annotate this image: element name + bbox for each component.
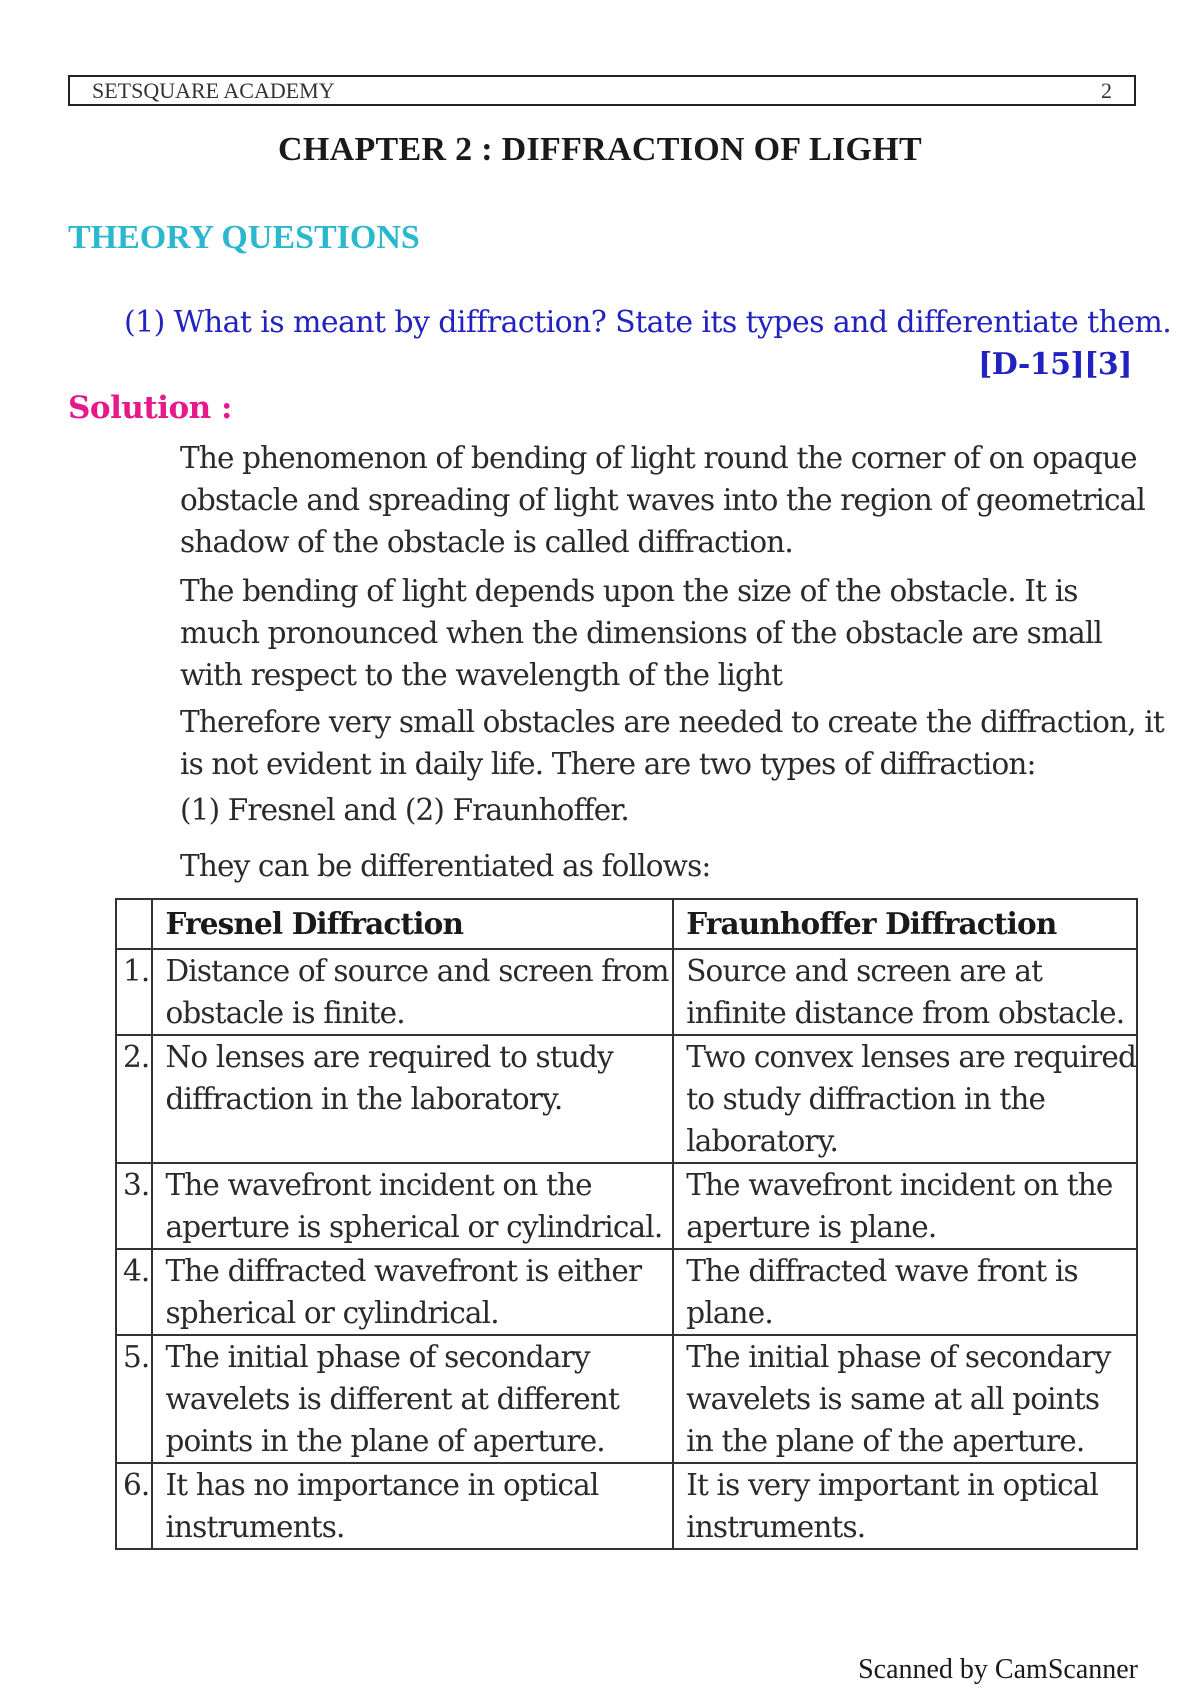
comparison-table	[115, 898, 1138, 1550]
question-text: (1) What is meant by diffraction? State its types and differentiate them.	[124, 305, 1172, 340]
paragraph-definition	[180, 437, 1145, 563]
cell-line: diffraction in the laboratory.	[165, 1082, 563, 1116]
header-fresnel: Fresnel Diffraction	[152, 899, 673, 949]
cell-line: Distance of source and screen from	[165, 954, 669, 988]
row-number: 3.	[116, 1163, 152, 1249]
table-row	[116, 949, 1137, 1035]
paragraph-line: obstacle and spreading of light waves into the region of geometrical	[180, 483, 1145, 517]
solution-label: Solution :	[68, 390, 232, 426]
table-row	[116, 1249, 1137, 1335]
row-number: 5.	[116, 1335, 152, 1463]
fraunhoffer-cell	[673, 1249, 1137, 1335]
paragraph-intro-table	[180, 845, 1140, 887]
page-number: 2	[1101, 77, 1112, 103]
header-fraunhoffer: Fraunhoffer Diffraction	[673, 899, 1137, 949]
cell-line: instruments.	[686, 1510, 866, 1544]
paragraph-line: (1) Fresnel and (2) Fraunhoffer.	[180, 793, 629, 827]
paragraph-bending	[180, 570, 1140, 696]
fresnel-cell	[152, 1035, 673, 1163]
cell-line: The initial phase of secondary	[686, 1340, 1111, 1374]
fresnel-cell	[152, 1463, 673, 1549]
paragraph-type-list	[180, 789, 1140, 831]
cell-line: laboratory.	[686, 1124, 839, 1158]
cell-line: spherical or cylindrical.	[165, 1296, 499, 1330]
fresnel-cell	[152, 949, 673, 1035]
fraunhoffer-cell	[673, 1463, 1137, 1549]
table-row	[116, 1335, 1137, 1463]
academy-name: SETSQUARE ACADEMY	[92, 77, 335, 103]
row-number: 4.	[116, 1249, 152, 1335]
scanner-watermark: Scanned by CamScanner	[858, 1654, 1138, 1685]
cell-line: Source and screen are at	[686, 954, 1043, 988]
table-row	[116, 1463, 1137, 1549]
cell-line: in the plane of the aperture.	[686, 1424, 1085, 1458]
fraunhoffer-cell	[673, 1335, 1137, 1463]
fresnel-cell	[152, 1335, 673, 1463]
cell-line: It is very important in optical	[686, 1468, 1099, 1502]
header-number	[116, 899, 152, 949]
cell-line: instruments.	[165, 1510, 345, 1544]
chapter-title: CHAPTER 2 : DIFFRACTION OF LIGHT	[278, 131, 922, 168]
fraunhoffer-cell	[673, 1035, 1137, 1163]
table-header-row	[116, 899, 1137, 949]
cell-line: wavelets is same at all points	[686, 1382, 1100, 1416]
paragraph-types	[180, 701, 1164, 785]
cell-line: Two convex lenses are required	[686, 1040, 1136, 1074]
fresnel-cell	[152, 1163, 673, 1249]
cell-line: The wavefront incident on the	[686, 1168, 1113, 1202]
cell-line: aperture is plane.	[686, 1210, 937, 1244]
cell-line: aperture is spherical or cylindrical.	[165, 1210, 663, 1244]
cell-line: points in the plane of aperture.	[165, 1424, 605, 1458]
paragraph-line: is not evident in daily life. There are two types of diffraction:	[180, 747, 1036, 781]
paragraph-line: with respect to the wavelength of the light	[180, 658, 783, 692]
table-row	[116, 1035, 1137, 1163]
paragraph-line: shadow of the obstacle is called diffraction.	[180, 525, 793, 559]
cell-line: No lenses are required to study	[165, 1040, 613, 1074]
paragraph-line: The bending of light depends upon the size of the obstacle. It is	[180, 574, 1078, 608]
paragraph-line: The phenomenon of bending of light round the corner of on opaque	[180, 441, 1137, 475]
fraunhoffer-cell	[673, 949, 1137, 1035]
cell-line: to study diffraction in the	[686, 1082, 1046, 1116]
page-header	[68, 75, 1136, 106]
row-number: 2.	[116, 1035, 152, 1163]
question-reference: [D-15][3]	[978, 347, 1132, 382]
cell-line: The diffracted wave front is	[686, 1254, 1078, 1288]
cell-line: The initial phase of secondary	[165, 1340, 590, 1374]
table-row	[116, 1163, 1137, 1249]
cell-line: The wavefront incident on the	[165, 1168, 592, 1202]
section-heading: THEORY QUESTIONS	[68, 219, 420, 256]
row-number: 1.	[116, 949, 152, 1035]
table-body	[116, 949, 1137, 1549]
row-number: 6.	[116, 1463, 152, 1549]
cell-line: infinite distance from obstacle.	[686, 996, 1125, 1030]
fraunhoffer-cell	[673, 1163, 1137, 1249]
cell-line: wavelets is different at different	[165, 1382, 619, 1416]
paragraph-line: much pronounced when the dimensions of the obstacle are small	[180, 616, 1102, 650]
cell-line: The diffracted wavefront is either	[165, 1254, 642, 1288]
fresnel-cell	[152, 1249, 673, 1335]
cell-line: plane.	[686, 1296, 773, 1330]
paragraph-line: They can be differentiated as follows:	[180, 849, 711, 883]
paragraph-line: Therefore very small obstacles are needed to create the diffraction, it	[180, 705, 1164, 739]
cell-line: obstacle is finite.	[165, 996, 405, 1030]
cell-line: It has no importance in optical	[165, 1468, 599, 1502]
